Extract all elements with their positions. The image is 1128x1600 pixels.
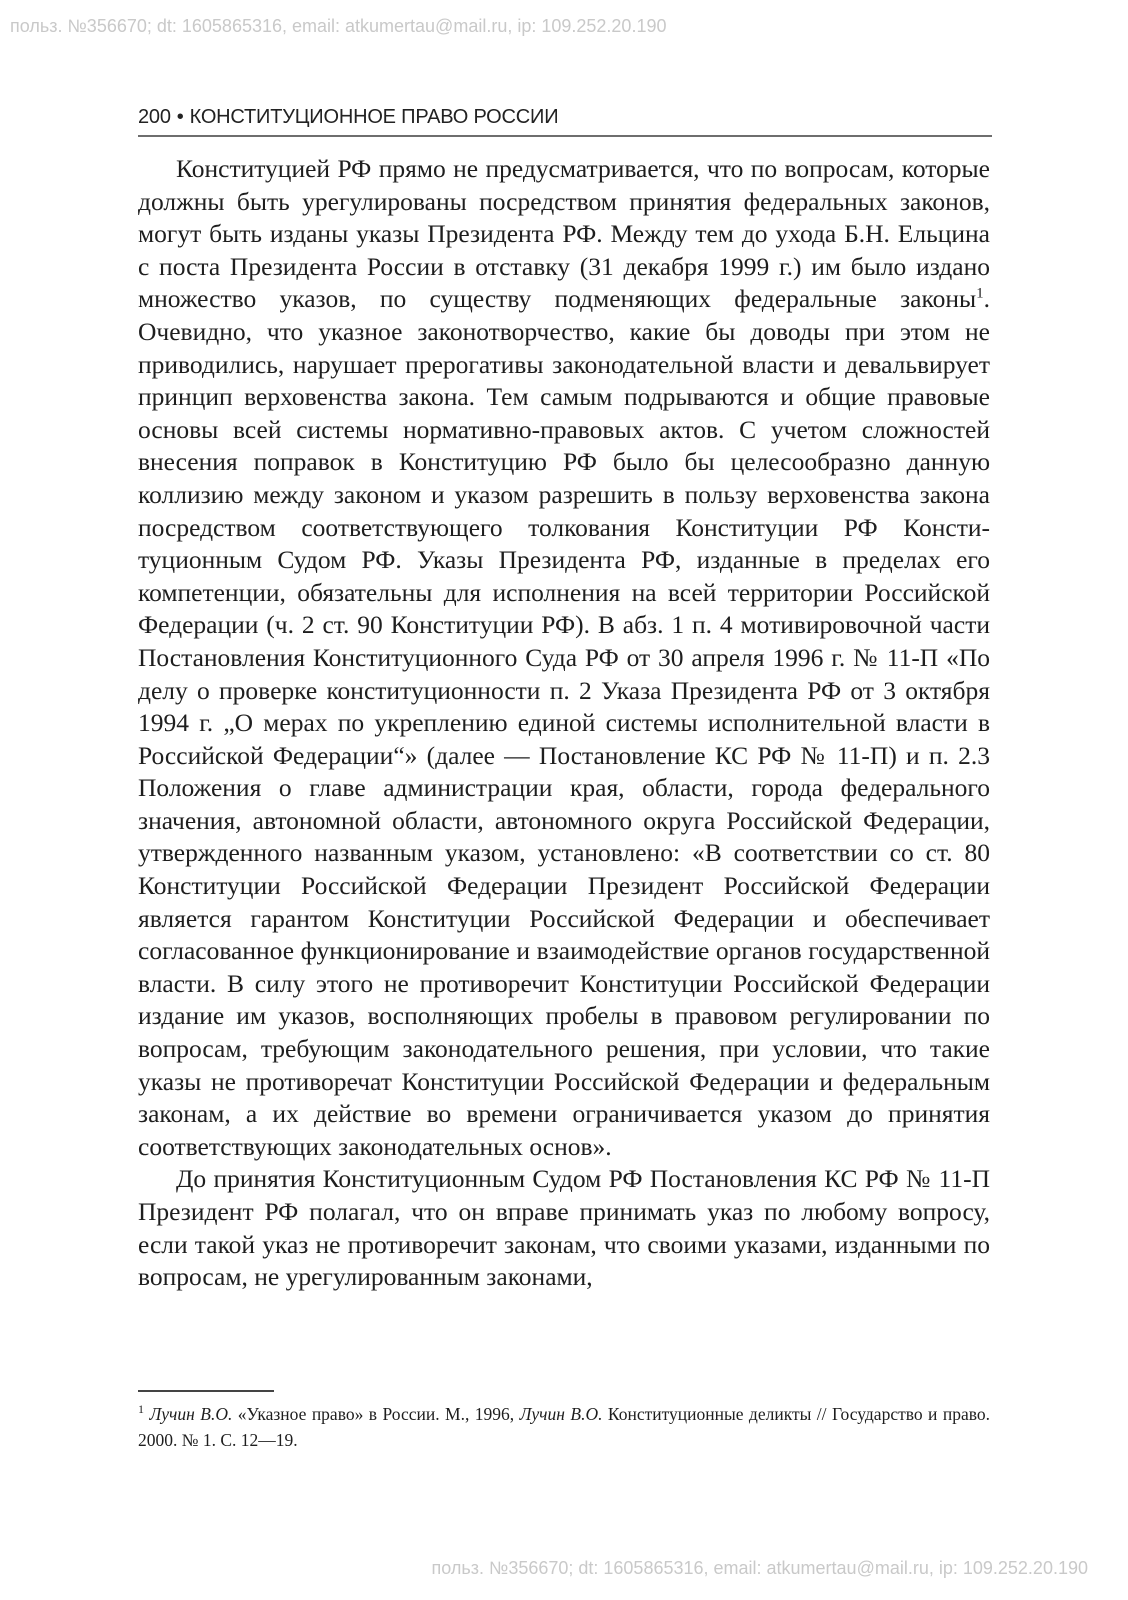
running-header bbox=[138, 106, 992, 137]
footnote-author-2: Лучин В.О. bbox=[519, 1404, 603, 1424]
paragraph-1-part-1: Конституцией РФ прямо не предусматривается, что по вопросам, которые должны быть урегулированы посредством принятия федеральных законов, могут быть изданы указы Президента РФ. Между тем до ухода Б.Н. Ельцина с поста Президента России в отставку (31 декабря 1999 г.) им было издано множество указов, по существу подменяющих федеральные законы bbox=[138, 154, 990, 314]
paragraph-1 bbox=[138, 153, 990, 1163]
footnote-author-1: Лучин В.О. bbox=[149, 1404, 233, 1424]
footnote-text-2: Конституционные деликты // Государство и право. 2000. № 1. С. 12—19. bbox=[138, 1404, 990, 1450]
main-text bbox=[138, 153, 990, 1294]
header-bullet: • bbox=[176, 106, 184, 128]
footnote bbox=[138, 1401, 990, 1453]
footnote-number: 1 bbox=[138, 1402, 144, 1417]
paragraph-1-part-2: . Очевидно, что указное законотворчество, какие бы доводы при этом не приводились, нарушает прерогативы законодательной власти и девальвирует принцип верховенства закона. Тем самым подрываются и общие правовые основы всей системы нормативно-правовых актов. С учетом сложностей внесения поправок в Конституцию РФ было бы целесообразно данную коллизию между законом и указом разрешить в пользу верховенства закона посредством соответствующего толкования Конституции РФ Конституционным Судом РФ. Указы Президента РФ, изданные в пределах его компетенции, обязательны для исполнения на всей территории Российской Федерации (ч. 2 ст. 90 Конституции РФ). В абз. 1 п. 4 мотивировочной части Постановления Конституционного Суда РФ от 30 апреля 1996 г. № 11-П «По делу о проверке конституционности п. 2 Указа Президента РФ от 3 октября 1994 г. „О мерах по укреплению единой системы исполнительной власти в Российской Федерации“» (далее — Постановление КС РФ № 11-П) и п. 2.3 Положения о главе администрации края, области, города федерального значения, автономной области, автономного округа Российской Федерации, утвержденного названным указом, установлено: «В соответствии со ст. 80 Конституции Российской Федерации Президент Российской Федерации является гарантом Конституции Российской Федерации и обеспечивает согласованное функционирование и взаимодействие органов государственной власти. В силу этого не противоречит Конституции Российской Федерации издание им указов, восполняющих пробелы в правовом регулировании по вопросам, требующим законодательного решения, при условии, что такие указы не противоречат Конституции Российской Федерации и федеральным законам, а их действие во времени ограничивается указом до принятия соответствующих законодательных основ». bbox=[138, 284, 990, 1161]
footnote-reference: 1 bbox=[976, 285, 984, 302]
watermark-bottom: польз. №356670; dt: 1605865316, email: atkumertau@mail.ru, ip: 109.252.20.190 bbox=[431, 1558, 1088, 1578]
paragraph-2: До принятия Конституционным Судом РФ Постановления КС РФ № 11-П Президент РФ полагал, что он вправе принимать указ по любому вопросу, если такой указ не противоречит законам, что своими указами, изданными по вопросам, не урегулированным законами, bbox=[138, 1164, 990, 1292]
footnote-text-1: «Указное право» в России. М., 1996, bbox=[232, 1404, 520, 1424]
page-number: 200 bbox=[138, 106, 171, 128]
book-title: КОНСТИТУЦИОННОЕ ПРАВО РОССИИ bbox=[189, 106, 559, 128]
watermark-top: польз. №356670; dt: 1605865316, email: atkumertau@mail.ru, ip: 109.252.20.190 bbox=[10, 16, 667, 36]
footnote-divider bbox=[138, 1390, 274, 1392]
